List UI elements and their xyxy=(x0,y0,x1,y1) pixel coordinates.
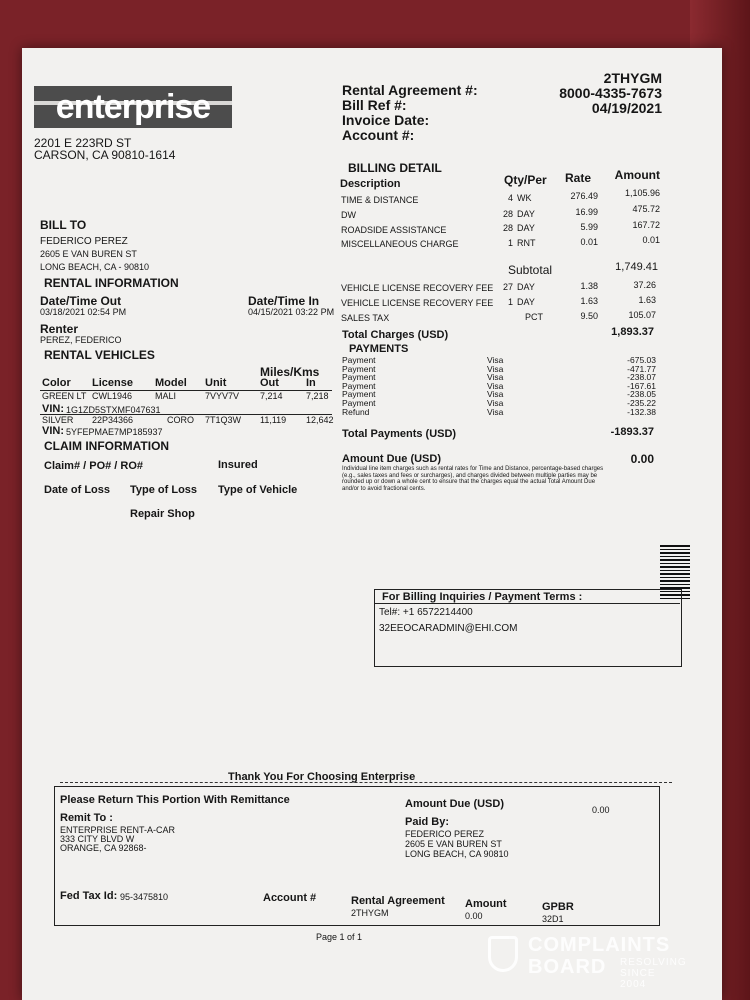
claim-info-title: CLAIM INFORMATION xyxy=(44,439,170,453)
inquiries-rule xyxy=(374,603,680,604)
payment-method: Visa xyxy=(487,406,504,417)
watermark-line2c: SINCE 2004 xyxy=(620,968,656,990)
insured-label: Insured xyxy=(218,459,258,471)
total-charges-label: Total Charges (USD) xyxy=(342,329,449,341)
line1-rate: 276.49 xyxy=(570,191,598,201)
fee2-qty: 1 xyxy=(507,297,513,307)
col-amount: Amount xyxy=(614,168,660,182)
line3-rate: 5.99 xyxy=(580,222,598,232)
amount-due-label: Amount Due (USD) xyxy=(342,453,441,465)
fee1-qty: 27 xyxy=(502,282,513,292)
fee1-rate: 1.38 xyxy=(580,281,598,291)
veh1-vin: 1G1ZD5STXMF047631 xyxy=(66,405,161,415)
veh2-miles-in: 12,642 xyxy=(306,415,334,425)
veh2-vin: 5YFEPMAE7MP185937 xyxy=(66,427,163,437)
line2-desc: DW xyxy=(341,210,356,220)
bill-to-address2: LONG BEACH, CA - 90810 xyxy=(40,262,150,272)
line1-per: WK xyxy=(517,193,532,203)
remit-account-label: Account # xyxy=(263,892,317,904)
bill-to-address1: 2605 E VAN BUREN ST xyxy=(40,249,137,259)
fee1-amount: 37.26 xyxy=(633,280,656,290)
fee2-rate: 1.63 xyxy=(580,296,598,306)
remit-agreement-value: 2THYGM xyxy=(351,908,389,918)
line3-desc: ROADSIDE ASSISTANCE xyxy=(341,225,447,235)
veh1-vin-label: VIN: xyxy=(42,403,64,415)
payment-type: Payment xyxy=(342,372,376,383)
veh2-license: 22P34366 xyxy=(92,415,134,425)
payments-title: PAYMENTS xyxy=(349,343,409,355)
veh2-unit: 7T1Q3W xyxy=(205,415,242,425)
watermark-line1: COMPLAINTS xyxy=(528,934,671,956)
line4-per: RNT xyxy=(517,238,536,248)
subtotal-value: 1,749.41 xyxy=(615,261,658,273)
label-account: Account #: xyxy=(342,127,415,143)
veh1-model: MALI xyxy=(155,391,177,401)
fed-tax-value: 95-3475810 xyxy=(120,892,169,902)
billing-detail-title: BILLING DETAIL xyxy=(348,161,442,175)
fee3-desc: SALES TAX xyxy=(341,313,390,323)
remit-to-line1: ENTERPRISE RENT-A-CAR xyxy=(60,825,176,835)
col-color: Color xyxy=(42,377,71,389)
fee3-rate: 9.50 xyxy=(580,311,598,321)
thank-you-text: Thank You For Choosing Enterprise xyxy=(228,771,416,783)
line4-amount: 0.01 xyxy=(642,235,660,245)
shield-icon xyxy=(488,936,518,972)
line3-amount: 167.72 xyxy=(632,220,660,230)
line2-per: DAY xyxy=(517,209,535,219)
renter-label: Renter xyxy=(40,322,79,336)
paid-by-line3: LONG BEACH, CA 90810 xyxy=(405,849,509,859)
payment-amount: -238.07 xyxy=(627,372,656,383)
renter-value: PEREZ, FEDERICO xyxy=(40,335,122,345)
type-of-vehicle-label: Type of Vehicle xyxy=(218,484,298,496)
value-bill-ref: 8000-4335-7673 xyxy=(559,85,662,101)
veh2-miles-out: 11,119 xyxy=(260,415,287,425)
line2-amount: 475.72 xyxy=(632,204,660,214)
bill-to-title: BILL TO xyxy=(40,218,87,232)
col-license: License xyxy=(92,377,133,389)
remit-to-label: Remit To : xyxy=(60,812,113,824)
value-invoice-date: 04/19/2021 xyxy=(591,100,662,116)
line1-qty: 4 xyxy=(507,193,513,203)
veh1-miles-out: 7,214 xyxy=(260,391,283,401)
payment-method: Visa xyxy=(487,363,504,374)
fine-print xyxy=(342,466,603,492)
veh1-license: CWL1946 xyxy=(92,391,133,401)
line4-qty: 1 xyxy=(507,238,513,248)
return-portion-label: Please Return This Portion With Remittance xyxy=(60,794,290,806)
line2-qty: 28 xyxy=(502,209,513,219)
col-out: Out xyxy=(260,377,279,389)
veh2-color: SILVER xyxy=(42,415,74,425)
col-description: Description xyxy=(340,178,401,190)
gpbr-value: 32D1 xyxy=(542,914,564,924)
fee2-desc: VEHICLE LICENSE RECOVERY FEE xyxy=(341,298,494,308)
fine-print-line: Individual line item charges such as rental rates for Time and Distance, percentage-based charges xyxy=(342,466,604,472)
veh2-vin-label: VIN: xyxy=(42,425,64,437)
remit-amount-due-label: Amount Due (USD) xyxy=(405,798,504,810)
total-charges-value: 1,893.37 xyxy=(611,326,654,338)
enterprise-logo: enterprise xyxy=(34,86,232,128)
payment-amount: -471.77 xyxy=(627,363,656,374)
gpbr-label: GPBR xyxy=(542,901,574,913)
veh1-unit: 7VYV7V xyxy=(205,391,240,401)
paid-by-label: Paid By: xyxy=(405,816,450,828)
remit-amount-value: 0.00 xyxy=(465,911,483,921)
type-of-loss-label: Type of Loss xyxy=(130,484,198,496)
date-in-label: Date/Time In xyxy=(248,294,320,308)
rental-vehicles-title: RENTAL VEHICLES xyxy=(44,348,155,362)
payment-method: Visa xyxy=(487,380,504,391)
inquiries-email: 32EEOCARADMIN@EHI.COM xyxy=(379,623,518,634)
payment-method: Visa xyxy=(487,355,504,365)
miles-header: Miles/Kms xyxy=(260,365,320,379)
date-out-value: 03/18/2021 02:54 PM xyxy=(40,307,127,317)
fine-print-line: rounded up or down a whole cent to ensure that the charges equal the actual Total Amount Due xyxy=(342,479,596,485)
payment-method: Visa xyxy=(487,389,504,400)
fee3-amount: 105.07 xyxy=(628,310,656,320)
company-address-line1: 2201 E 223RD ST xyxy=(34,136,132,150)
fee3-per: PCT xyxy=(525,312,543,322)
line1-amount: 1,105.96 xyxy=(624,188,660,198)
rental-info-title: RENTAL INFORMATION xyxy=(44,276,179,290)
company-address-line2: CARSON, CA 90810-1614 xyxy=(34,148,176,162)
remit-agreement-label: Rental Agreement xyxy=(351,895,445,907)
veh1-miles-in: 7,218 xyxy=(306,391,329,401)
label-rental-agreement: Rental Agreement #: xyxy=(342,82,478,98)
subtotal-label: Subtotal xyxy=(508,263,553,277)
label-invoice-date: Invoice Date: xyxy=(342,112,430,128)
total-payments-value: -1893.37 xyxy=(610,426,654,438)
remit-amount-due-value: 0.00 xyxy=(592,805,610,815)
payment-amount: -132.38 xyxy=(627,406,656,417)
watermark-line2b: RESOLVING xyxy=(620,957,687,968)
fed-tax-label: Fed Tax Id: xyxy=(60,890,118,902)
fine-print-line: (e.g., sales taxes and fees or surcharges), and charges divided between multiple parties may be xyxy=(342,472,598,479)
fee1-per: DAY xyxy=(517,282,535,292)
payment-amount: -235.22 xyxy=(627,398,656,408)
page-number: Page 1 of 1 xyxy=(316,932,363,942)
fee1-desc: VEHICLE LICENSE RECOVERY FEE xyxy=(341,283,494,293)
label-bill-ref: Bill Ref #: xyxy=(342,97,407,113)
line4-desc: MISCELLANEOUS CHARGE xyxy=(341,239,459,249)
cut-line xyxy=(60,782,672,783)
fine-print-line: and/or to avoid fractional cents. xyxy=(342,485,426,492)
bill-to-name: FEDERICO PEREZ xyxy=(40,236,128,247)
total-payments-label: Total Payments (USD) xyxy=(342,428,457,440)
fee2-amount: 1.63 xyxy=(638,295,656,305)
payment-amount: -238.05 xyxy=(627,389,656,400)
payment-type: Payment xyxy=(342,389,376,400)
date-out-label: Date/Time Out xyxy=(40,294,122,308)
payment-type: Payment xyxy=(342,363,376,374)
inquiries-phone: Tel#: +1 6572214400 xyxy=(379,607,473,618)
col-qty-per: Qty/Per xyxy=(504,173,547,187)
billing-inquiries-title: For Billing Inquiries / Payment Terms : xyxy=(382,591,583,603)
claim-number-label: Claim# / PO# / RO# xyxy=(44,460,144,472)
col-model: Model xyxy=(155,377,187,389)
payment-amount: -675.03 xyxy=(627,355,656,365)
remit-to-line2: 333 CITY BLVD W xyxy=(60,834,135,844)
payment-type: Payment xyxy=(342,380,376,391)
col-in: In xyxy=(306,377,316,389)
col-rate: Rate xyxy=(565,171,592,185)
date-of-loss-label: Date of Loss xyxy=(44,484,111,496)
amount-due-value: 0.00 xyxy=(630,452,654,466)
payment-amount: -167.61 xyxy=(627,380,656,391)
line1-desc: TIME & DISTANCE xyxy=(341,195,419,205)
payment-type: Payment xyxy=(342,398,376,408)
payment-method: Visa xyxy=(487,398,504,408)
line3-qty: 28 xyxy=(502,223,513,233)
watermark-line2a: BOARD xyxy=(528,956,607,978)
invoice-page xyxy=(22,48,722,1000)
paid-by-line1: FEDERICO PEREZ xyxy=(405,829,485,839)
line4-rate: 0.01 xyxy=(580,237,598,247)
col-unit: Unit xyxy=(205,377,227,389)
payment-type: Payment xyxy=(342,355,376,365)
paid-by-line2: 2605 E VAN BUREN ST xyxy=(405,839,502,849)
line3-per: DAY xyxy=(517,223,535,233)
veh2-model: CORO xyxy=(167,415,194,425)
repair-shop-label: Repair Shop xyxy=(130,508,195,520)
date-in-value: 04/15/2021 03:22 PM xyxy=(248,307,335,317)
payment-method: Visa xyxy=(487,372,504,383)
veh1-color: GREEN LT xyxy=(42,391,87,401)
line2-rate: 16.99 xyxy=(575,207,598,217)
fee2-per: DAY xyxy=(517,297,535,307)
remit-amount-label: Amount xyxy=(465,898,507,910)
payment-type: Refund xyxy=(342,406,370,417)
remit-to-line3: ORANGE, CA 92868- xyxy=(60,843,147,853)
value-rental-agreement: 2THYGM xyxy=(603,70,662,86)
